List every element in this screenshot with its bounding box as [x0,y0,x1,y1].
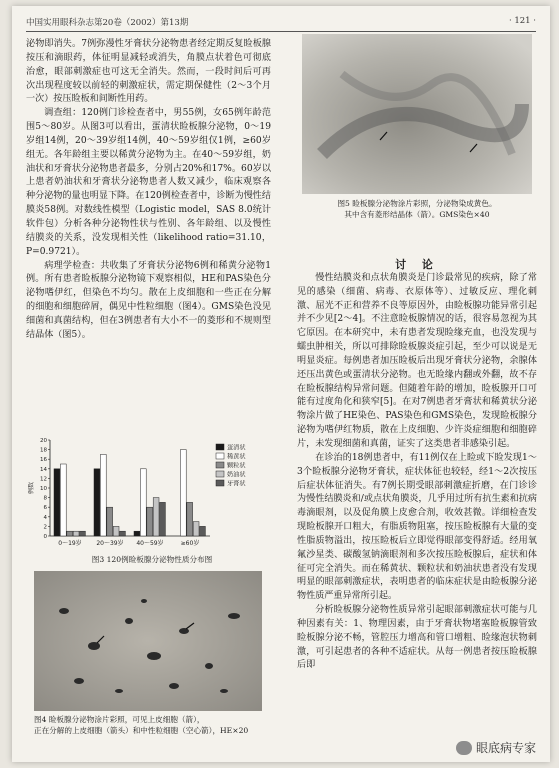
legend-swatch-1 [216,453,224,459]
x-tick-label: 20～39岁 [96,540,124,547]
bar-0-0 [54,469,60,536]
bar-1-0 [60,464,66,536]
legend-swatch-0 [216,444,224,450]
y-axis-label: 例数 [28,481,35,495]
legend-swatch-2 [216,462,224,468]
y-tick-label: 4 [43,514,47,521]
left-paragraph-1: 泌物即消失。7例弥漫性牙膏状分泌物患者经定期反复睑板腺按压和滴眼药，体征明显减轻或消失，角膜点状着色可彻底治愈，眼部刺激症也可这无全消失。然而，一段时间后可再次出现程度较以前轻的刺激症状，需定期保健性（2～3个月一次）按压睑板和间断性用药。 [26,39,271,105]
figure-5-caption-line-2: 其中含有菱形结晶体（箭）。GMS染色×40 [344,210,490,219]
legend-label-2: 颗粒状 [227,462,246,470]
micrograph-5-graphic [302,34,532,194]
x-tick-label: ≥60岁 [180,540,200,547]
figure-5-micrograph [302,34,532,194]
bar-3-1 [113,526,119,536]
y-tick-label: 14 [40,466,47,473]
y-tick-label: 0 [43,534,47,540]
figure-4-caption [34,714,270,736]
legend-label-3: 奶油状 [227,471,246,479]
wechat-icon [456,741,472,755]
bar-2-2 [147,507,153,536]
bar-chart-svg [28,432,268,552]
y-tick-label: 10 [40,486,47,492]
bar-3-3 [193,522,199,536]
micrograph-4-graphic [34,571,262,711]
bar-1-1 [100,454,106,536]
figure-4-micrograph [34,571,262,711]
legend-label-1: 稀黄状 [227,453,246,461]
y-tick-label: 2 [43,524,47,531]
watermark-text: 眼底病专家 [475,741,536,755]
bar-0-2 [134,531,140,536]
y-tick-label: 8 [43,495,47,502]
bar-1-3 [180,450,186,536]
figure-5-caption-line-1: 图5 睑板腺分泌物涂片彩照，分泌物染成黄色。 [337,199,497,208]
page-number: · 121 · [508,16,536,26]
journal-name: 中国实用眼科杂志第20卷（2002）第13期 [26,18,189,28]
bar-2-3 [187,502,193,536]
left-paragraph-2: 调查组：120例门诊检查者中，男55例，女65例年龄范围5～80岁。从图3可以看出，蛋清状睑板腺分泌物，0～19岁组14例，20～39岁组14例，40～59岁组仅1例，≥60岁组无。各年龄组主要以稀黄分泌物为主。在40～59岁组，奶油状和牙膏状分泌物患者最多，分别占20%和17%。60岁以上患者奶油状和牙膏状分泌物患者人数又减少，临床观察各种分泌物的量也明显下降。在120例检查者中，诊断为慢性结膜炎58例。对数线性模型（Logistic model，SAS 8.0统计软件包）分析各种分泌物性状与性别、各年龄组、以及慢性结膜炎的关系，没发现相关性（likelihood ratio=31.10，P=0.9721）。 [26,108,271,257]
bar-3-2 [153,498,159,536]
figure-4-caption-line-2: 正在分解的上皮细胞（箭头）和中性粒细胞（空心箭），HE×20 [34,726,249,735]
journal-page [12,6,550,762]
bar-2-1 [107,507,113,536]
y-tick-label: 12 [40,476,47,483]
y-tick-label: 18 [40,447,47,454]
bar-4-1 [120,531,126,536]
bar-4-0 [80,531,86,536]
x-tick-label: 0～19岁 [58,540,82,547]
running-head [26,16,536,32]
y-tick-label: 20 [40,438,47,444]
legend-swatch-3 [216,471,224,477]
legend-label-4: 牙膏状 [227,480,246,488]
right-column [297,258,537,733]
legend-swatch-4 [216,480,224,486]
bar-4-2 [160,502,166,536]
bar-4-3 [200,526,206,536]
right-paragraph-1: 慢性结膜炎和点状角膜炎是门诊最常见的疾病，除了常见的感染（细菌、病毒、衣原体等）、过敏反应、理化刺激、屈光不正和营养不良等原因外，由睑板腺功能异常引起并不少见[2～4]。不注意睑板腺情况的话，很容易忽视为其它原因。在本研究中，未有患者发现睑缘充血，也没发现与蠕虫肿相关，所以可排除睑板腺炎症引起，至少可以说是无明显炎症。每例患者加压睑板后出现牙膏状分泌物，余腺体还压出黄色或蛋清状分泌物。也无睑缘内翻或外翻，故不存在睑板腺结构异常问题。但随着年龄的增加，睑板腺开口可能有过度角化和狭窄[5]。在对7例患者牙膏状和稀黄状分泌物涂片做了HE染色、PAS染色和GMS染色，发现睑板腺分泌物为嗜伊红物质，散在上皮细胞、少许炎症细胞和细胞碎片，未发现细菌和真菌，证实了这类患者非感染引起。 [297,272,537,449]
right-paragraph-3: 分析睑板腺分泌物性质异常引起眼部刺激症状可能与几种因素有关：1、物理因素，由于牙膏状物堵塞睑板腺管致睑板腺分泌不畅，管腔压力增高和管口增粗、睑缘泡状物刺激，可引起患者的各种不适症状。从每一例患者按压睑板腺后即 [297,605,537,671]
right-paragraph-2: 在诊治的18例患者中，有11例仅在上睑或下睑发现1～3个睑板腺分泌物牙膏状，症状体征也较轻，经1～2次按压后症状体征消失。有7例长期受眼部刺激症折磨，在门诊诊为慢性结膜炎和/或点状角膜炎，几乎用过所有抗生素和抗病毒滴眼剂，以及促角膜上皮愈合剂，收效甚微。详细检查发现睑板腺开口粗大，有脂质物阻塞，按压睑板腺有大量的变性脂质物溢出，按压睑板后立即觉得眼部变得舒适。经用氧氟沙星类、碳酸氢钠滴眼剂和多次按压睑板腺后，症状和体征可完全消失。而在稀黄状、颗粒状和奶油状患者没有发现明显的眼部刺激症状，表明患者的临床症状是由睑板腺分泌物性质严重异常所引起。 [297,452,537,602]
bar-3-0 [73,531,79,536]
bar-1-2 [140,469,146,536]
y-tick-label: 6 [43,505,47,512]
x-tick-label: 40～59岁 [136,540,164,547]
watermark [456,739,536,756]
bar-0-1 [94,469,100,536]
y-tick-label: 16 [40,457,47,464]
section-title-discussion: 讨 论 [395,258,439,271]
figure-4-caption-line-1: 图4 睑板腺分泌物涂片彩照，可见上皮细胞（箭）， [34,715,205,724]
left-paragraph-3: 病理学检查：共收集了牙膏状分泌物6例和稀黄分泌物1例。所有患者睑板腺分泌物镜下观察相似，HE和PAS染色分泌物嗜伊红，但染色不均匀。散在上皮细胞和一些正在分解的细胞和细胞碎屑，偶见中性粒细胞（图4）。GMS染色没见细菌和真菌结构，但在3例患者有大小不一的菱形和不规则型结晶体（图5）。 [26,260,271,340]
figure-5-caption [302,198,532,220]
figure-3-caption: 图3 120例睑板腺分泌物性质分布图 [91,555,213,564]
bar-2-0 [67,531,73,536]
figure-3-chart [28,432,268,552]
legend-label-0: 蛋清状 [227,444,246,452]
